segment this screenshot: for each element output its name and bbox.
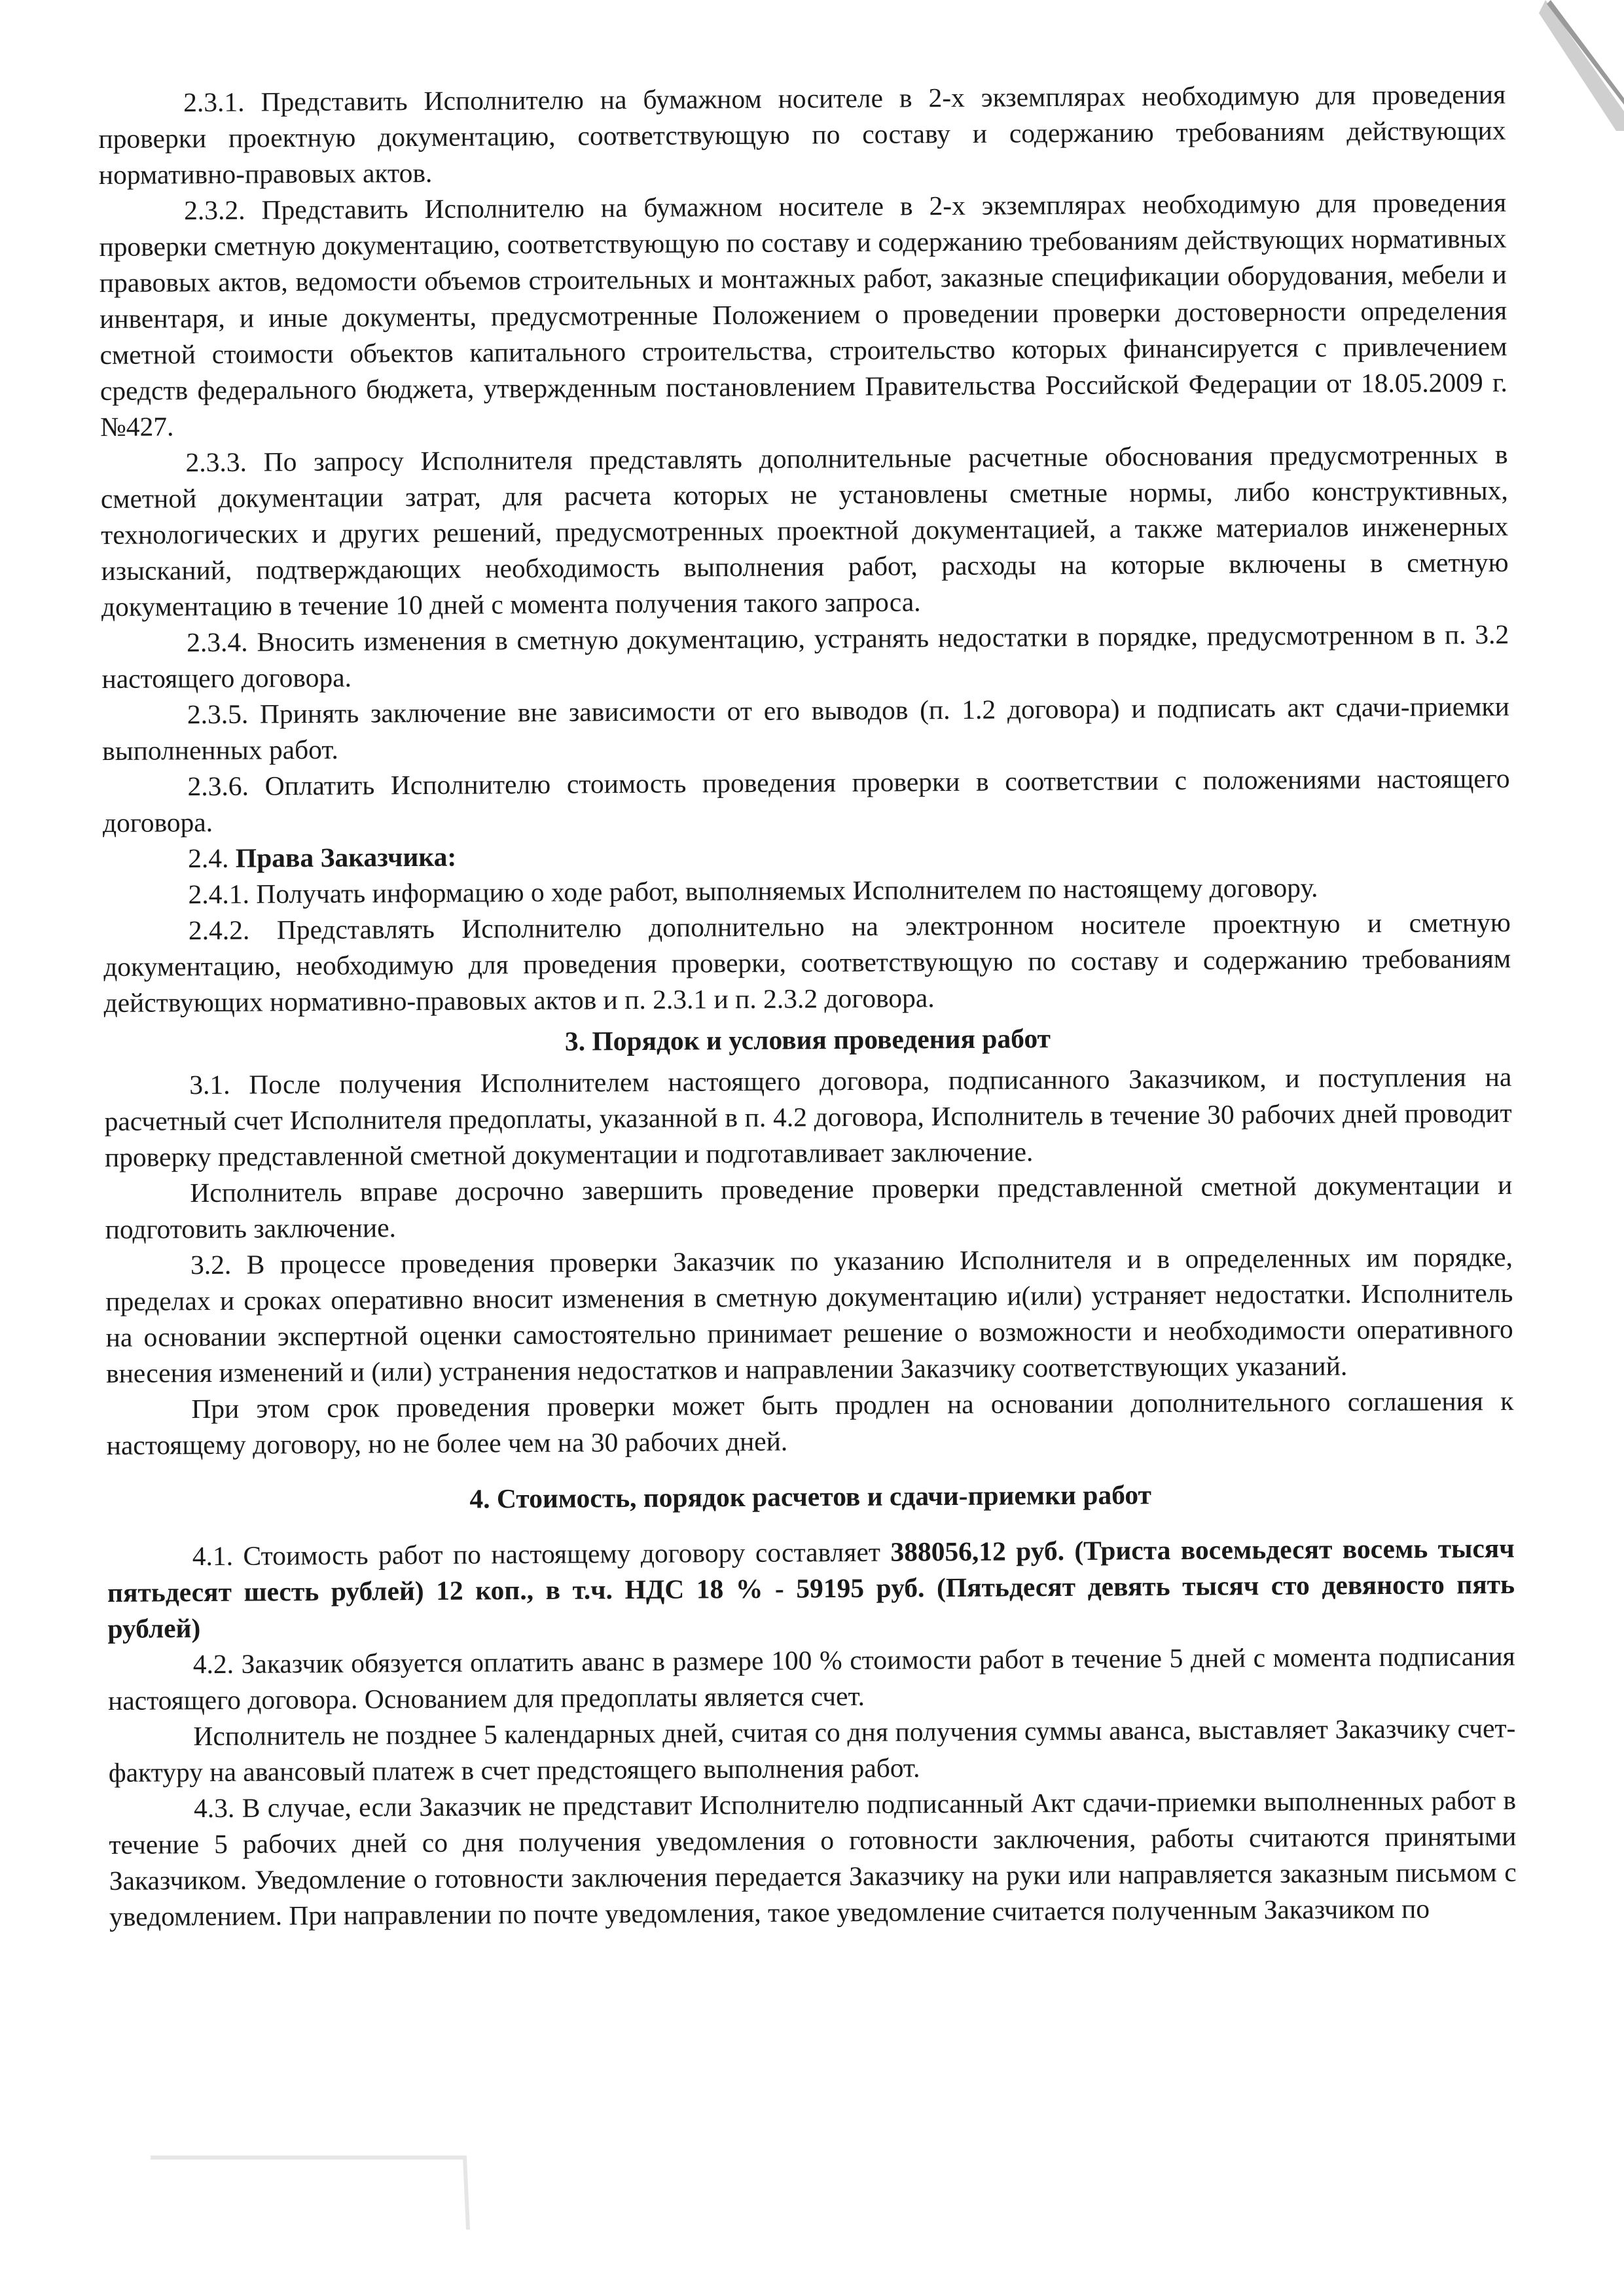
paragraph-2-4-2: 2.4.2. Представлять Исполнителю дополнительно на электронном носителе проектную и сметную документацию, необходимую для проведения проверки, соответствующую по составу и содержанию требованиям действующих нормативно-правовых актов и п. 2.3.1 и п. 2.3.2 договора. bbox=[103, 907, 1511, 1018]
contract-price: 388056,12 руб. (Триста восемьдесят восемь тысяч пятьдесят шесть рублей) 12 коп., в т.ч. НДС 18 % - 59195 руб. (Пятьдесят девять тысяч сто девяносто пять рублей) bbox=[107, 1532, 1515, 1644]
section-3-heading: 3. Порядок и условия проведения работ bbox=[564, 1023, 1051, 1057]
paragraph-3-1-note: Исполнитель вправе досрочно завершить проведение проверки представленной сметной документации и подготовить заключение. bbox=[105, 1169, 1513, 1244]
section-number: 2.4. bbox=[188, 842, 229, 874]
paragraph-2-3-6: 2.3.6. Оплатить Исполнителю стоимость проведения проверки в соответствии с положениями настоящего договора. bbox=[102, 763, 1510, 838]
paragraph-2-3-2: 2.3.2. Представить Исполнителю на бумажном носителе в 2-х экземплярах необходимую для проведения проверки сметную документацию, соответствующую по составу и содержанию требованиям действующих нормативных правовых актов, ведомости объемов строительных и монтажных работ, заказные спецификации оборудования, мебели и инвентаря, и иные документы, предусмотренные Положением о проведении проверки достоверности определения сметной стоимости объектов капитального строительства, строительство которых финансируется с привлечением средств федерального бюджета, утвержденным постановлением Правительства Российской Федерации от 18.05.2009 г. №427. bbox=[99, 187, 1507, 442]
document-page bbox=[98, 77, 1519, 2245]
paragraph-4-1-text: 4.1. Стоимость работ по настоящему договору составляет bbox=[192, 1536, 891, 1572]
section-title: Права Заказчика: bbox=[235, 841, 457, 873]
paragraph-2-3-4: 2.3.4. Вносить изменения в сметную документацию, устранять недостатки в порядке, предусмотренном в п. 3.2 настоящего договора. bbox=[101, 619, 1509, 694]
paragraph-4-1 bbox=[107, 1530, 1515, 1647]
paragraph-4-2: 4.2. Заказчик обязуется оплатить аванс в размере 100 % стоимости работ в течение 5 дней с момента подписания настоящего договора. Основанием для предоплаты является счет. bbox=[107, 1640, 1515, 1716]
paragraph-4-2-note: Исполнитель не позднее 5 календарных дней, считая со дня получения суммы аванса, выставляет Заказчику счет-фактуру на авансовый платеж в счет предстоящего выполнения работ. bbox=[108, 1712, 1516, 1788]
section-4-heading: 4. Стоимость, порядок расчетов и сдачи-приемки работ bbox=[469, 1479, 1152, 1514]
paragraph-2-3-1: 2.3.1. Представить Исполнителю на бумажном носителе в 2-х экземплярах необходимую для проведения проверки проектную документацию, соответствующую по составу и содержанию требованиям действующих нормативно-правовых актов. bbox=[98, 79, 1506, 190]
paragraph-2-3-5: 2.3.5. Принять заключение вне зависимости от его выводов (п. 1.2 договора) и подписать акт сдачи-приемки выполненных работ. bbox=[102, 691, 1509, 766]
paragraph-3-2-note: При этом срок проведения проверки может быть продлен на основании дополнительного соглашения к настоящему договору, но не более чем на 30 рабочих дней. bbox=[106, 1385, 1514, 1460]
paragraph-2-3-3: 2.3.3. По запросу Исполнителя представлять дополнительные расчетные обоснования предусмотренных в сметной документации затрат, для расчета которых не установлены сметные нормы, либо конструктивных, технологических и других решений, предусмотренных проектной документацией, а также материалов инженерных изысканий, подтверждающих необходимость выполнения работ, расходы на которые включены в сметную документацию в течение 10 дней с момента получения такого запроса. bbox=[100, 439, 1509, 622]
scanner-edge-mark bbox=[1532, 0, 1624, 131]
paragraph-4-3: 4.3. В случае, если Заказчик не представит Исполнителю подписанный Акт сдачи-приемки выполненных работ в течение 5 рабочих дней со дня получения уведомления о готовности заключения, работы считаются принятыми Заказчиком. Уведомление о готовности заключения передается Заказчику на руки или направляется заказным письмом с уведомлением. При направлении по почте уведомления, такое уведомление считается полученным Заказчиком по bbox=[109, 1784, 1517, 1932]
paragraph-3-2: 3.2. В процессе проведения проверки Заказчик по указанию Исполнителя и в определенных им порядке, пределах и сроках оперативно вносит изменения в сметную документацию и(или) устраняет недостатки. Исполнитель на основании экспертной оценки самостоятельно принимает решение о возможности и необходимости оперативного внесения изменений и (или) устранения недостатков и направлении Заказчику соответствующих указаний. bbox=[105, 1241, 1513, 1388]
paragraph-2-4-1: 2.4.1. Получать информацию о ходе работ, выполняемых Исполнителем по настоящему договору. bbox=[188, 872, 1318, 910]
paragraph-3-1: 3.1. После получения Исполнителем настоящего договора, подписанного Заказчиком, и поступления на расчетный счет Исполнителя предоплаты, указанной в п. 4.2 договора, Исполнитель в течение 30 рабочих дней проводит проверку представленной сметной документации и подготавливает заключение. bbox=[104, 1061, 1512, 1172]
